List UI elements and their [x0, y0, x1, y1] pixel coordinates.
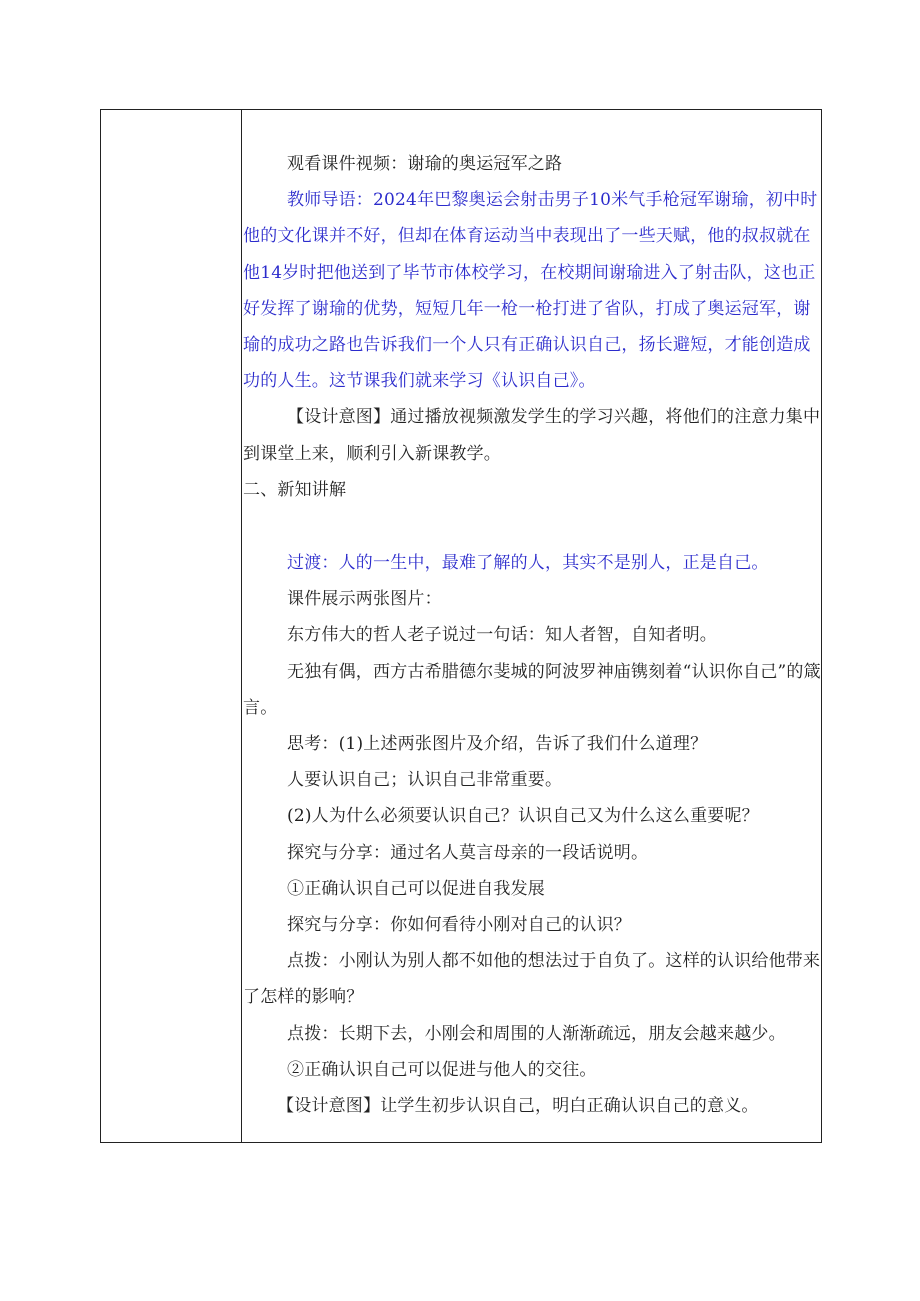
design-intent-2: 【设计意图】让学生初步认识自己，明白正确认识自己的意义。 [277, 1096, 759, 1117]
courseware-line: 课件展示两张图片： [287, 589, 442, 610]
thinking-question-2: (2)人为什么必须要认识自己？认识自己又为什么这么重要呢？ [287, 806, 759, 827]
laozi-quote: 东方伟大的哲人老子说过一句话：知人者智，自知者明。 [287, 625, 717, 646]
spacer [243, 508, 821, 545]
lesson-table [100, 109, 822, 1143]
section-heading: 二、新知讲解 [243, 479, 347, 500]
lesson-content [243, 146, 821, 1124]
column-divider [241, 110, 242, 1142]
point-1: ①正确认识自己可以促进自我发展 [287, 878, 545, 899]
explore-share-1: 探究与分享：通过名人莫言母亲的一段话说明。 [287, 842, 649, 863]
point-2: ②正确认识自己可以促进与他人的交往。 [287, 1059, 597, 1080]
design-intent-1: 【设计意图】通过播放视频激发学生的学习兴趣，将他们的注意力集中到课堂上来，顺利引入新课教学。 [243, 407, 821, 464]
answer-1: 人要认识自己；认识自己非常重要。 [287, 770, 563, 791]
video-line: 观看课件视频：谢瑜的奥运冠军之路 [287, 154, 563, 174]
teacher-intro: 教师导语：2024年巴黎奥运会射击男子10米气手枪冠军谢瑜，初中时他的文化课并不好，但却在体育运动当中表现出了一些天赋，他的叔叔就在他14岁时把他送到了毕节市体校学习，在校期间谢瑜进入了射击队，这也正好发挥了谢瑜的优势，短短几年一枪一枪打进了省队，打成了奥运冠军，谢瑜的成功之路也告诉我们一个人只有正确认识自己，扬长避短，才能创造成功的人生。这节课我们就来学习《认识自己》。 [243, 190, 818, 392]
explore-share-2: 探究与分享：你如何看待小刚对自己的认识？ [287, 915, 631, 936]
thinking-question-1: 思考：(1)上述两张图片及介绍，告诉了我们什么道理？ [287, 734, 708, 755]
transition-line: 过渡：人的一生中，最难了解的人，其实不是别人，正是自己。 [287, 553, 769, 574]
apollo-temple-line: 无独有偶，西方古希腊德尔斐城的阿波罗神庙镌刻着“认识你自己”的箴言。 [243, 661, 821, 718]
hint-2: 点拨：长期下去，小刚会和周围的人渐渐疏远，朋友会越来越少。 [287, 1023, 786, 1044]
hint-1: 点拨：小刚认为别人都不如他的想法过于自负了。这样的认识给他带来了怎样的影响？ [243, 951, 821, 1008]
